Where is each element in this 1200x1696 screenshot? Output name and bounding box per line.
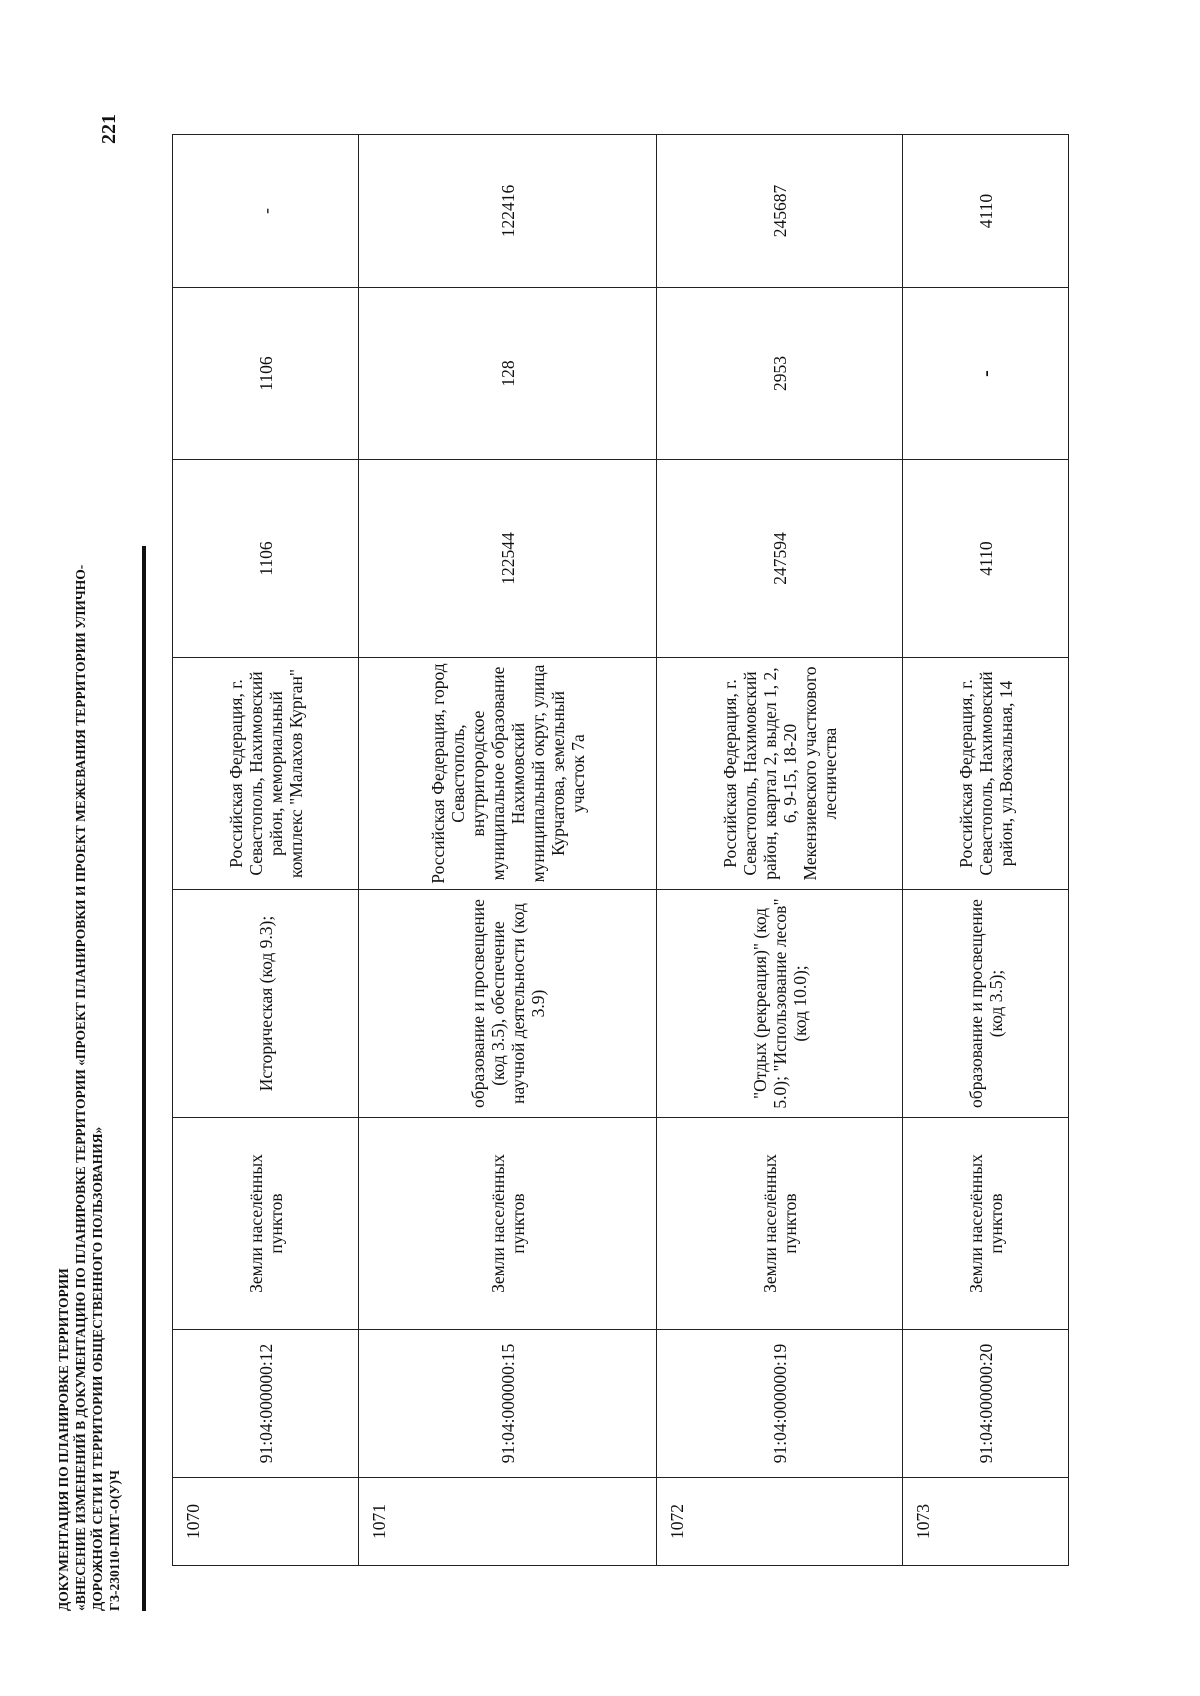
area-outside: 4110 bbox=[903, 135, 1069, 288]
row-number: 1072 bbox=[657, 1478, 903, 1566]
area-outside: 122416 bbox=[359, 135, 657, 288]
header-line: «ВНЕСЕНИЕ ИЗМЕНЕНИЙ В ДОКУМЕНТАЦИЮ ПО ПЛАНИРОВКЕ ТЕРРИТОРИИ «ПРОЕКТ ПЛАНИРОВКИ И ПРОЕКТ МЕЖЕВАНИЯ ТЕРРИТОРИИ УЛИЧНО- bbox=[73, 564, 88, 1611]
cadastral-number: 91:04:000000:15 bbox=[359, 1330, 657, 1478]
address: Российская Федерация, город Севастополь, внутригородское муниципальное образование Нахимовский муниципальный округ, улица Курчатова, земельный участок 7а bbox=[359, 658, 657, 890]
land-category: Земли населённых пунктов bbox=[359, 1118, 657, 1330]
header-rule bbox=[142, 546, 146, 1611]
area-inside: 2953 bbox=[657, 288, 903, 460]
area-total: 122544 bbox=[359, 460, 657, 658]
permitted-use: "Отдых (рекреация)" (код 5.0); "Использование лесов" (код 10.0); bbox=[657, 890, 903, 1118]
area-outside: 245687 bbox=[657, 135, 903, 288]
land-category: Земли населённых пунктов bbox=[173, 1118, 359, 1330]
land-category: Земли населённых пунктов bbox=[903, 1118, 1069, 1330]
page-number: 221 bbox=[98, 114, 120, 144]
land-category: Земли населённых пунктов bbox=[657, 1118, 903, 1330]
table-row bbox=[657, 135, 903, 1566]
address: Российская Федерация, г. Севастополь, Нахимовский район, ул.Вокзальная, 14 bbox=[903, 658, 1069, 890]
permitted-use: образование и просвещение (код 3.5); bbox=[903, 890, 1069, 1118]
address: Российская Федерация, г. Севастополь, Нахимовский район, мемориальный комплекс "Малахов Курган" bbox=[173, 658, 359, 890]
row-number: 1073 bbox=[903, 1478, 1069, 1566]
row-number: 1071 bbox=[359, 1478, 657, 1566]
cadastral-number: 91:04:000000:19 bbox=[657, 1330, 903, 1478]
permitted-use: образование и просвещение (код 3.5), обеспечение научной деятельности (код 3.9) bbox=[359, 890, 657, 1118]
area-inside: - bbox=[903, 288, 1069, 460]
area-total: 1106 bbox=[173, 460, 359, 658]
table-row bbox=[359, 135, 657, 1566]
cadastral-number: 91:04:000000:12 bbox=[173, 1330, 359, 1478]
table-row bbox=[173, 135, 359, 1566]
cadastral-number: 91:04:000000:20 bbox=[903, 1330, 1069, 1478]
area-outside: - bbox=[173, 135, 359, 288]
permitted-use: Историческая (код 9.3); bbox=[173, 890, 359, 1118]
table-row bbox=[903, 135, 1069, 1566]
header-line: ДОРОЖНОЙ СЕТИ И ТЕРРИТОРИИ ОБЩЕСТВЕННОГО ПОЛЬЗОВАНИЯ» bbox=[90, 1126, 105, 1611]
area-inside: 1106 bbox=[173, 288, 359, 460]
area-total: 247594 bbox=[657, 460, 903, 658]
address: Российская Федерация, г. Севастополь, Нахимовский район, квартал 2, выдел 1, 2, 6, 9-15, 18-20 Мекензиевского участкового лесничества bbox=[657, 658, 903, 890]
area-inside: 128 bbox=[359, 288, 657, 460]
parcel-table bbox=[172, 134, 1069, 1566]
document-header bbox=[55, 331, 123, 1611]
header-line: ДОКУМЕНТАЦИЯ ПО ПЛАНИРОВКЕ ТЕРРИТОРИИ bbox=[56, 1268, 71, 1611]
area-total: 4110 bbox=[903, 460, 1069, 658]
header-line: ГЗ-230110-ПМТ-О(У)Ч bbox=[107, 1470, 122, 1611]
row-number: 1070 bbox=[173, 1478, 359, 1566]
